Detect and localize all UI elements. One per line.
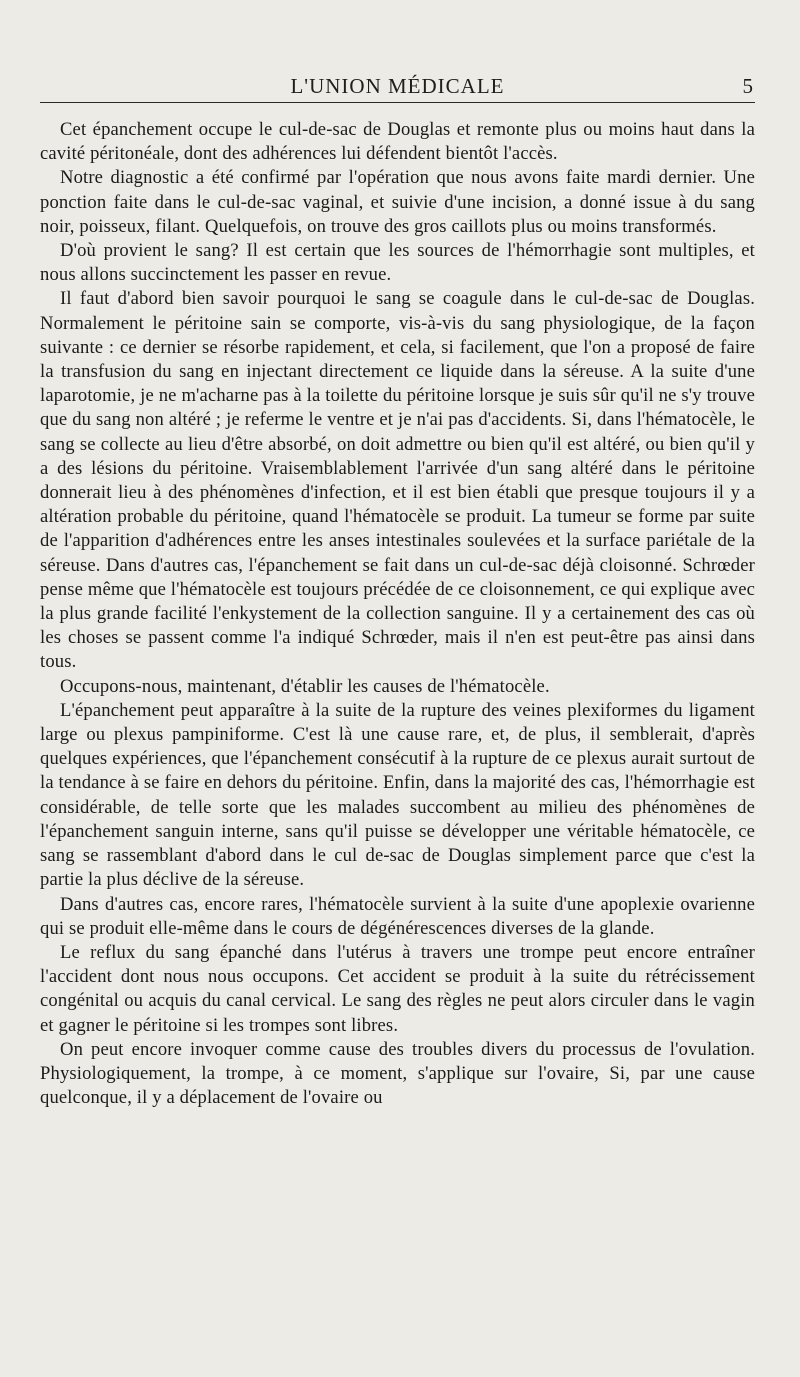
paragraph: L'épanchement peut apparaître à la suite de la rupture des veines plexiformes du ligament large ou plexus pampiniforme. C'est là une cause rare, et, de plus, il semblerait, d'après quelques expériences, que l'épanchement consécutif à la rupture de ce plexus aurait surtout de la tendance à se faire en dehors du péritoine. Enfin, dans la majorité des cas, l'hémorrhagie est considérable, de telle sorte que les malades succombent au milieu des phénomènes de l'épanchement sanguin interne, sans qu'il puisse se développer une véritable hématocèle, ce sang se rassemblant d'abord dans le cul de-sac de Douglas simplement parce que c'est la partie la plus déclive de la séreuse. [40, 699, 755, 891]
paragraph: Occupons-nous, maintenant, d'établir les causes de l'hématocèle. [60, 675, 550, 697]
paragraph: Notre diagnostic a été confirmé par l'opération que nous avons faite mardi dernier. Une ponction faite dans le cul-de-sac vaginal, et suivie d'une incision, a donné issue à du sang noir, poisseux, filant. Quelquefois, on trouve des gros caillots plus ou moins transformés. [40, 167, 755, 237]
paragraph: D'où provient le sang? Il est certain que les sources de l'hémorrhagie sont multiples, et nous allons succinctement les passer en revue. [40, 240, 755, 286]
running-head [40, 72, 755, 103]
paragraph: Il faut d'abord bien savoir pourquoi le sang se coagule dans le cul-de-sac de Douglas. Normalement le péritoine sain se comporte, vis-à-vis du sang physiologique, de la façon suivante : ce dernier se résorbe rapidement, et cela, si facilement, que l'on a proposé de faire la transfusion du sang en injectant directement ce liquide dans la séreuse. A la suite d'une laparotomie, je ne m'acharne pas à la toilette du péritoine lorsque je suis sûr qu'il ne s'y trouve que du sang non altéré ; je referme le ventre et je n'ai pas d'accidents. Si, dans l'hématocèle, le sang se collecte au lieu d'être absorbé, on doit admettre ou bien qu'il est altéré, ou bien qu'il y a des lésions du péritoine. Vraisemblablement l'arrivée d'un sang altéré dans le péritoine donnerait lieu à des phénomènes d'infection, et il est bien établi que presque toujours il y a altération probable du péritoine, quand l'hématocèle se produit. La tumeur se forme par suite de l'apparition d'adhérences entre les anses intestinales soulevées et la surface pariétale de la séreuse. Dans d'autres cas, l'épanchement se fait dans un cul-de-sac déjà cloisonné. Schrœder pense même que l'hématocèle est toujours précédée de ce cloisonnement, ce qui explique avec la plus grande facilité l'enkystement de la collection sanguine. Il y a certainement des cas où les choses se passent comme l'a indiqué Schrœder, mais il n'en est peut-être pas ainsi dans tous. [40, 288, 756, 673]
journal-title: L'UNION MÉDICALE [290, 74, 505, 98]
paragraph: On peut encore invoquer comme cause des troubles divers du processus de l'ovulation. Physiologiquement, la trompe, à ce moment, s'applique sur l'ovaire, Si, par une cause quelconque, il y a déplacement de l'ovaire ou [40, 1038, 755, 1109]
body-text [40, 118, 755, 1110]
page-number: 5 [742, 74, 753, 98]
paragraph: Le reflux du sang épanché dans l'utérus à travers une trompe peut encore entraîner l'accident dont nous nous occupons. Cet accident se produit à la suite du rétrécissement congénital ou acquis du canal cervical. Le sang des règles ne peut alors circuler dans le vagin et gagner le péritoine si les trompes sont libres. [40, 941, 755, 1036]
paragraph: Cet épanchement occupe le cul-de-sac de Douglas et remonte plus ou moins haut dans la cavité péritonéale, dont des adhérences lui défendent bientôt l'accès. [40, 119, 755, 165]
paragraph: Dans d'autres cas, encore rares, l'hématocèle survient à la suite d'une apoplexie ovarienne qui se produit elle-même dans le cours de dégénérescences diverses de la glande. [40, 893, 755, 939]
